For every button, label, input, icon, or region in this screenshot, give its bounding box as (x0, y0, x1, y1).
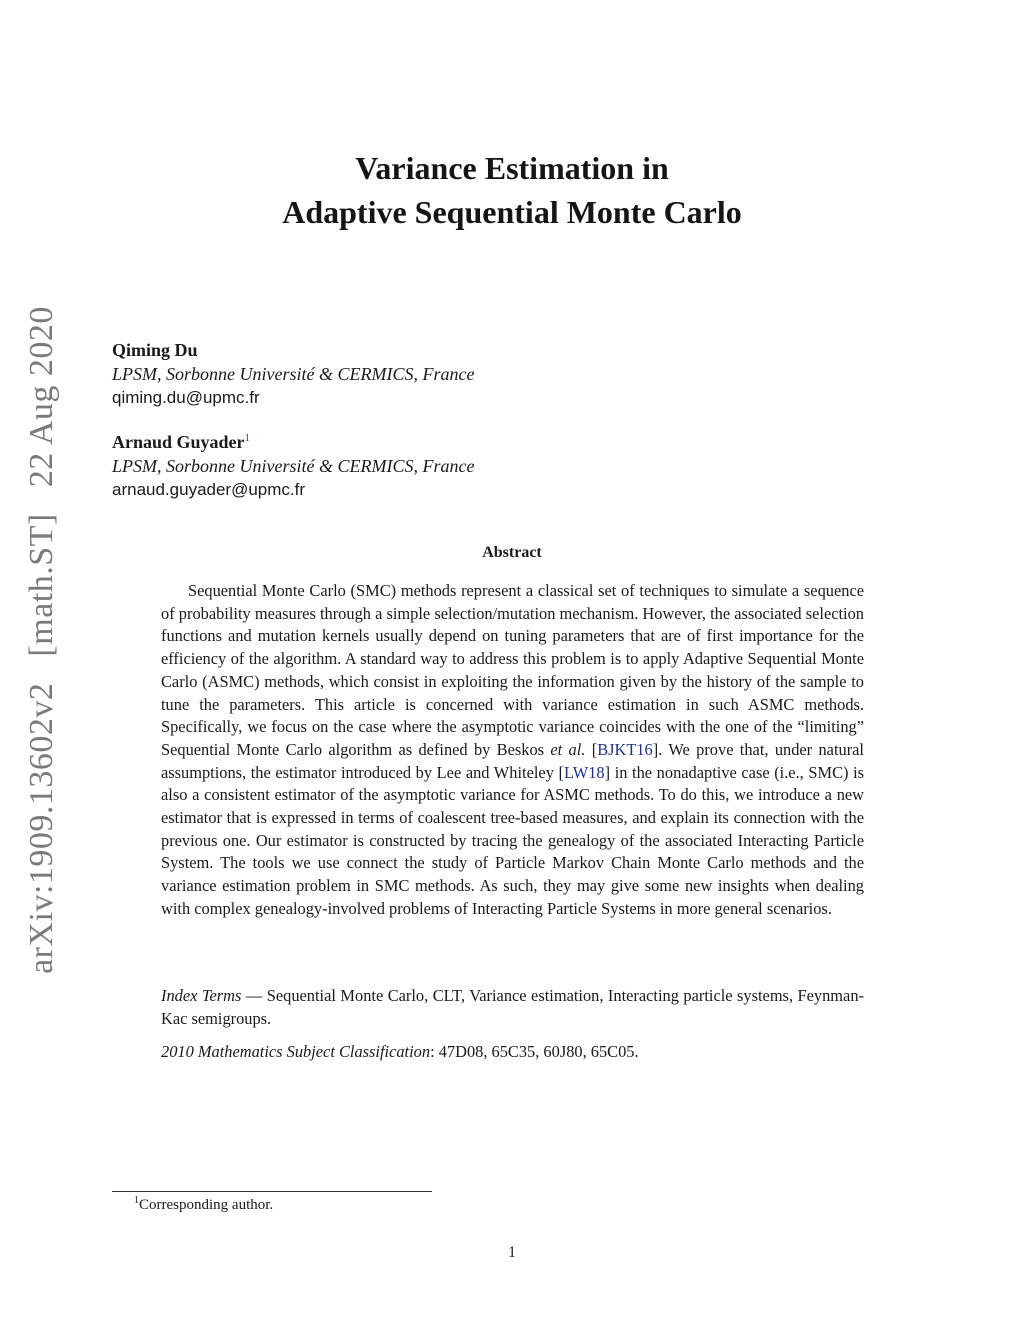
index-terms-separator: — (241, 986, 267, 1005)
arxiv-watermark (23, 306, 61, 974)
arxiv-date: 22 Aug 2020 (23, 306, 60, 488)
msc-classification (161, 1041, 864, 1063)
footnote-mark-link[interactable]: 1 (244, 432, 251, 444)
author-name: Arnaud Guyader (112, 432, 245, 452)
footnote-text: Corresponding author. (139, 1197, 274, 1213)
author-affiliation: LPSM, Sorbonne Université & CERMICS, France (112, 456, 475, 476)
title-line-2: Adaptive Sequential Monte Carlo (282, 194, 742, 230)
author-name-line (112, 430, 474, 454)
page-number: 1 (508, 1244, 516, 1261)
author-block (112, 430, 474, 502)
index-terms-text: Sequential Monte Carlo, CLT, Variance estimation, Interacting particle systems, Feynman-Kac semigroups. (161, 986, 864, 1028)
arxiv-id: arXiv:1909.13602v2 (23, 682, 60, 974)
arxiv-category: [math.ST] (23, 513, 60, 657)
abstract-part-2: . We prove that, under natural assumptions, the estimator introduced by Lee and Whiteley (161, 739, 864, 782)
abstract-part-3: in the nonadaptive case (i.e., SMC) is also a consistent estimator of the asymptotic variance for ASMC methods. To do this, we introduce a new estimator that is expressed in terms of coalescent tree-based measures, and explain its connection with the previous one. Our estimator is constructed by tracing the genealogy of the associated Interacting Particle System. The tools we use connect the study of Particle Markov Chain Monte Carlo methods and the variance estimation problem in SMC methods. As such, they may give some new insights when dealing with complex genealogy-involved problems of Interacting Particle Systems in more general scenarios. (161, 762, 865, 918)
msc-label: 2010 Mathematics Subject Classification (161, 1042, 431, 1061)
citation-link-bjkt16[interactable]: BJKT16 (597, 739, 653, 759)
citation-link-lw18[interactable]: LW18 (563, 762, 605, 782)
index-terms (161, 985, 864, 1030)
abstract-heading: Abstract (482, 544, 542, 561)
paper-title (0, 146, 1024, 234)
footnote (134, 1195, 273, 1215)
abstract-part-1: Sequential Monte Carlo (SMC) methods represent a classical set of techniques to simulate a sequence of probability measures through a simple selection/mutation mechanism. However, the associated selection functions and mutation kernels usually depend on tuning parameters that are of first importance for the efficiency of the algorithm. A standard way to address this problem is to apply Adaptive Sequential Monte Carlo (ASMC) methods, which consist in exploiting the information given by the history of the sample to tune the parameters. This article is concerned with variance estimation in such ASMC methods. Specifically, we focus on the case where the asymptotic variance coincides with the one of the “limiting” Sequential Monte Carlo algorithm as defined by Beskos (161, 581, 864, 759)
author-name: Qiming Du (112, 340, 198, 360)
author-email[interactable]: arnaud.guyader@upmc.fr (112, 480, 306, 499)
title-line-1: Variance Estimation in (355, 150, 669, 186)
author-email[interactable]: qiming.du@upmc.fr (112, 388, 260, 407)
abstract-text: Sequential Monte Carlo (SMC) methods represent a classical set of techniques to simulate a sequence of probability measures through a simple selection/mutation mechanism. However, the associated selection functions and mutation kernels usually depend on tuning parameters that are of first importance for the efficiency of the algorithm. A standard way to address this problem is to apply Adaptive Sequential Monte Carlo (ASMC) methods, which consist in exploiting the information given by the history of the sample to tune the parameters. This article is concerned with variance estimation in such ASMC methods. Specifically, we focus on the case where the asymptotic variance coincides with the one of the “limiting” Sequential Monte Carlo algorithm as defined by Beskos et al. [BJKT16]. We prove that, under natural assumptions, the estimator introduced by Lee and Whiteley [LW18] in the nonadaptive case (i.e., SMC) is also a consistent estimator of the asymptotic variance for ASMC methods. To do this, we introduce a new estimator that is expressed in terms of coalescent tree-based measures, and explain its connection with the previous one. Our estimator is constructed by tracing the genealogy of the associated Interacting Particle System. The tools we use connect the study of Particle Markov Chain Monte Carlo methods and the variance estimation problem in SMC methods. As such, they may give some new insights when dealing with complex genealogy-involved problems of Interacting Particle Systems in more general scenarios. (161, 581, 865, 918)
abstract-etal: et al. (550, 739, 586, 759)
author-affiliation: LPSM, Sorbonne Université & CERMICS, France (112, 364, 475, 384)
msc-codes: : 47D08, 65C35, 60J80, 65C05. (430, 1042, 639, 1061)
author-block (112, 338, 474, 410)
index-terms-label: Index Terms (161, 986, 242, 1005)
footnote-mark: 1 (134, 1195, 139, 1206)
footnote-divider (112, 1191, 432, 1192)
